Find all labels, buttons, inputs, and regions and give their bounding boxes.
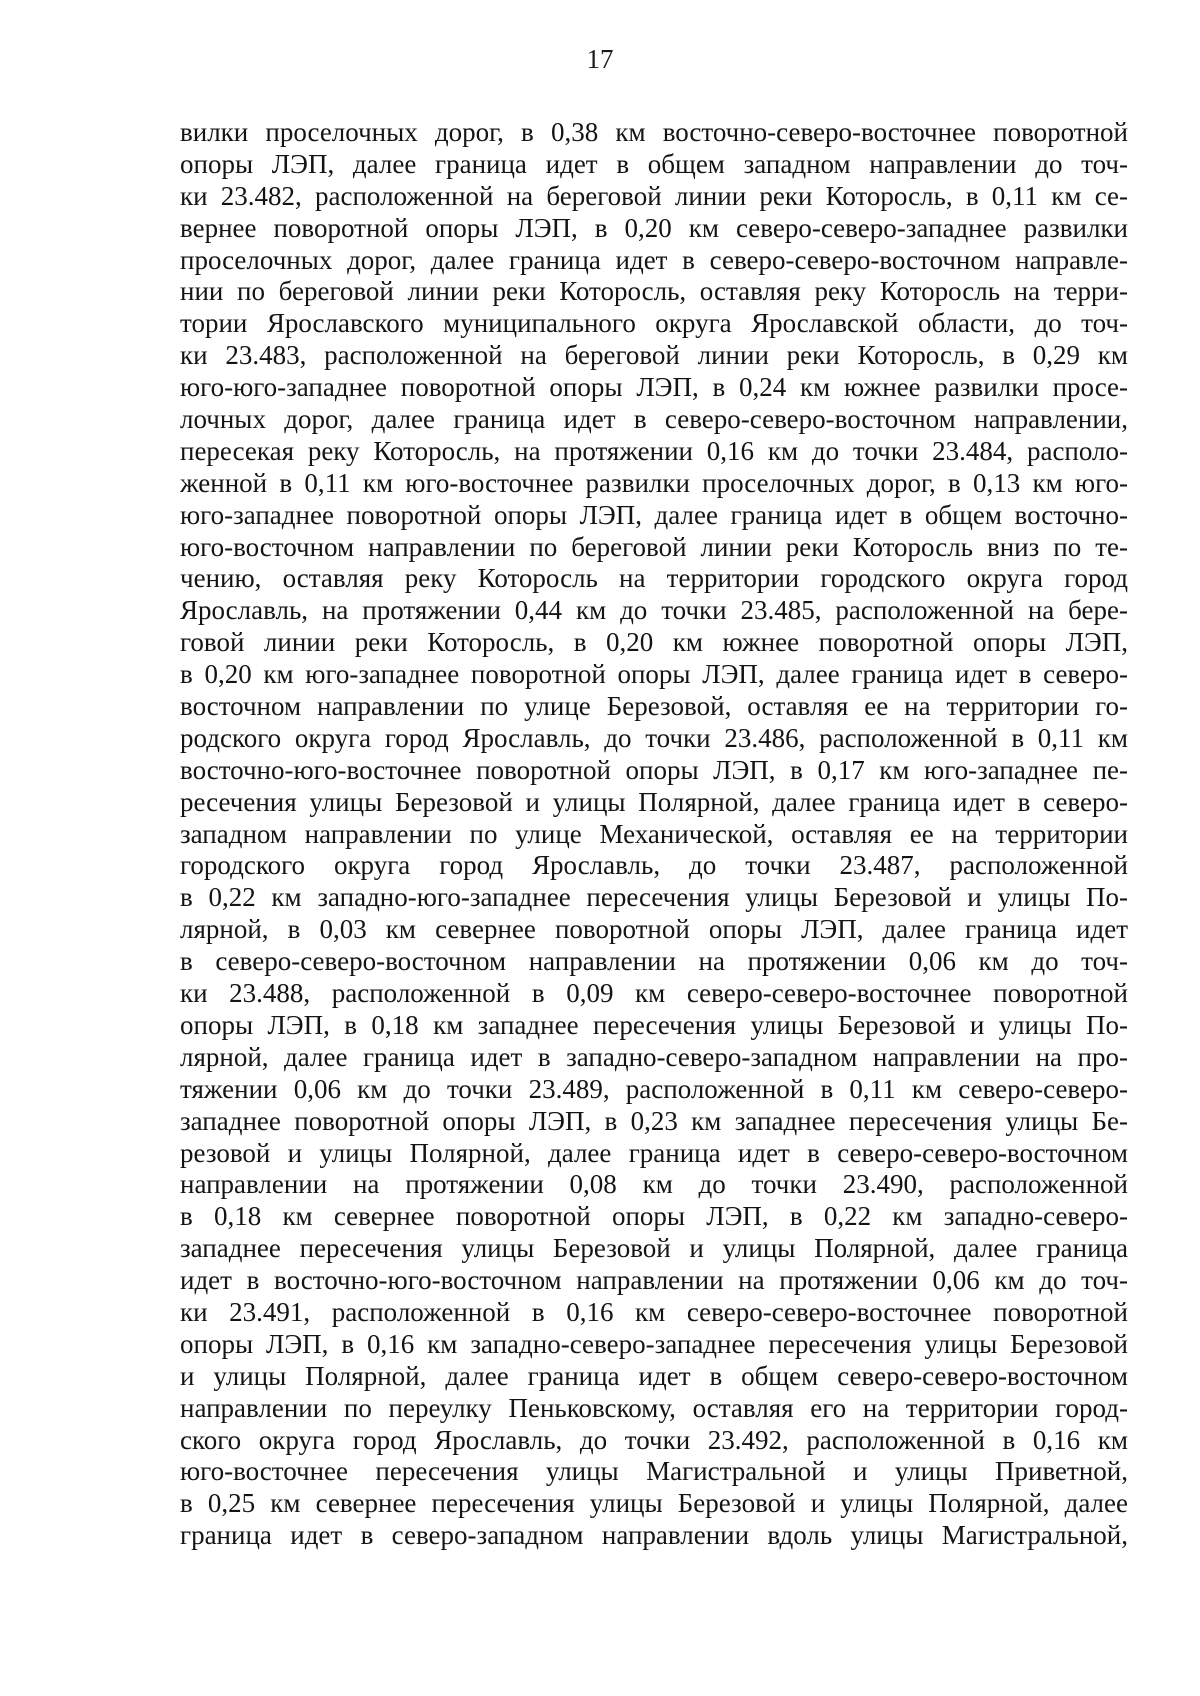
text-line: направлении по переулку Пеньковскому, оставляя его на территории город- (180, 1392, 1128, 1423)
text-line: городского округа город Ярославль, до точки 23.487, расположенной (180, 850, 1128, 881)
text-line: ки 23.488, расположенной в 0,09 км северо-северо-восточнее поворотной (180, 978, 1128, 1009)
text-line: родского округа город Ярославль, до точки 23.486, расположенной в 0,11 км (180, 722, 1128, 753)
text-line: юго-восточном направлении по береговой линии реки Которосль вниз по те- (180, 531, 1128, 562)
text-line: опоры ЛЭП, в 0,18 км западнее пересечения улицы Березовой и улицы По- (180, 1009, 1128, 1040)
text-line: ки 23.491, расположенной в 0,16 км северо-северо-восточнее поворотной (180, 1296, 1128, 1327)
text-line: в 0,18 км севернее поворотной опоры ЛЭП, в 0,22 км западно-северо- (180, 1201, 1128, 1232)
text-line: ского округа город Ярославль, до точки 23.492, расположенной в 0,16 км (180, 1424, 1128, 1455)
text-line: юго-юго-западнее поворотной опоры ЛЭП, в 0,24 км южнее развилки просе- (180, 372, 1128, 403)
text-line: идет в восточно-юго-восточном направлении на протяжении 0,06 км до точ- (180, 1265, 1128, 1296)
body-text (180, 117, 1128, 1552)
text-line: вилки проселочных дорог, в 0,38 км восточно-северо-восточнее поворотной (180, 117, 1128, 147)
text-line: лярной, далее граница идет в западно-северо-западном направлении на про- (180, 1041, 1128, 1072)
text-line: пересекая реку Которосль, на протяжении 0,16 км до точки 23.484, располо- (180, 435, 1128, 466)
text-line: западнее поворотной опоры ЛЭП, в 0,23 км западнее пересечения улицы Бе- (180, 1105, 1128, 1136)
text-line: тяжении 0,06 км до точки 23.489, расположенной в 0,11 км северо-северо- (180, 1073, 1128, 1104)
text-line: опоры ЛЭП, в 0,16 км западно-северо-западнее пересечения улицы Березовой (180, 1328, 1128, 1359)
text-line: восточном направлении по улице Березовой, оставляя ее на территории го- (180, 691, 1128, 722)
page-number: 17 (586, 44, 614, 74)
text-line: говой линии реки Которосль, в 0,20 км южнее поворотной опоры ЛЭП, (180, 627, 1128, 658)
text-line: восточно-юго-восточнее поворотной опоры ЛЭП, в 0,17 км юго-западнее пе- (180, 754, 1128, 785)
text-line: лярной, в 0,03 км севернее поворотной опоры ЛЭП, далее граница идет (180, 914, 1128, 945)
text-line: проселочных дорог, далее граница идет в северо-северо-восточном направле- (180, 244, 1128, 275)
text-line: и улицы Полярной, далее граница идет в общем северо-северо-восточном (180, 1360, 1128, 1391)
text-line: вернее поворотной опоры ЛЭП, в 0,20 км северо-северо-западнее развилки (180, 212, 1128, 243)
text-line: в северо-северо-восточном направлении на протяжении 0,06 км до точ- (180, 946, 1128, 977)
text-line: ки 23.482, расположенной на береговой линии реки Которосль, в 0,11 км се- (180, 180, 1128, 211)
text-line: западнее пересечения улицы Березовой и улицы Полярной, далее граница (180, 1233, 1128, 1264)
text-line: Ярославль, на протяжении 0,44 км до точки 23.485, расположенной на бере- (180, 595, 1128, 626)
text-line: юго-западнее поворотной опоры ЛЭП, далее граница идет в общем восточно- (180, 499, 1128, 530)
text-line: направлении на протяжении 0,08 км до точки 23.490, расположенной (180, 1169, 1128, 1200)
text-line: лочных дорог, далее граница идет в северо-северо-восточном направлении, (180, 404, 1128, 435)
text-line: резовой и улицы Полярной, далее граница идет в северо-северо-восточном (180, 1137, 1128, 1168)
text-line: опоры ЛЭП, далее граница идет в общем западном направлении до точ- (180, 148, 1128, 179)
text-line: чению, оставляя реку Которосль на территории городского округа город (180, 563, 1128, 594)
text-line: ки 23.483, расположенной на береговой линии реки Которосль, в 0,29 км (180, 340, 1128, 371)
text-line: в 0,22 км западно-юго-западнее пересечения улицы Березовой и улицы По- (180, 882, 1128, 913)
text-line: граница идет в северо-западном направлении вдоль улицы Магистральной, (180, 1520, 1128, 1551)
text-line: тории Ярославского муниципального округа Ярославской области, до точ- (180, 308, 1128, 339)
text-line: женной в 0,11 км юго-восточнее развилки проселочных дорог, в 0,13 км юго- (180, 467, 1128, 498)
text-line: западном направлении по улице Механической, оставляя ее на территории (180, 818, 1128, 849)
text-line: в 0,25 км севернее пересечения улицы Березовой и улицы Полярной, далее (180, 1488, 1128, 1519)
text-line: в 0,20 км юго-западнее поворотной опоры ЛЭП, далее граница идет в северо- (180, 659, 1128, 690)
text-line: нии по береговой линии реки Которосль, оставляя реку Которосль на терри- (180, 276, 1128, 307)
text-line: юго-восточнее пересечения улицы Магистральной и улицы Приветной, (180, 1456, 1128, 1487)
text-line: ресечения улицы Березовой и улицы Полярной, далее граница идет в северо- (180, 786, 1128, 817)
